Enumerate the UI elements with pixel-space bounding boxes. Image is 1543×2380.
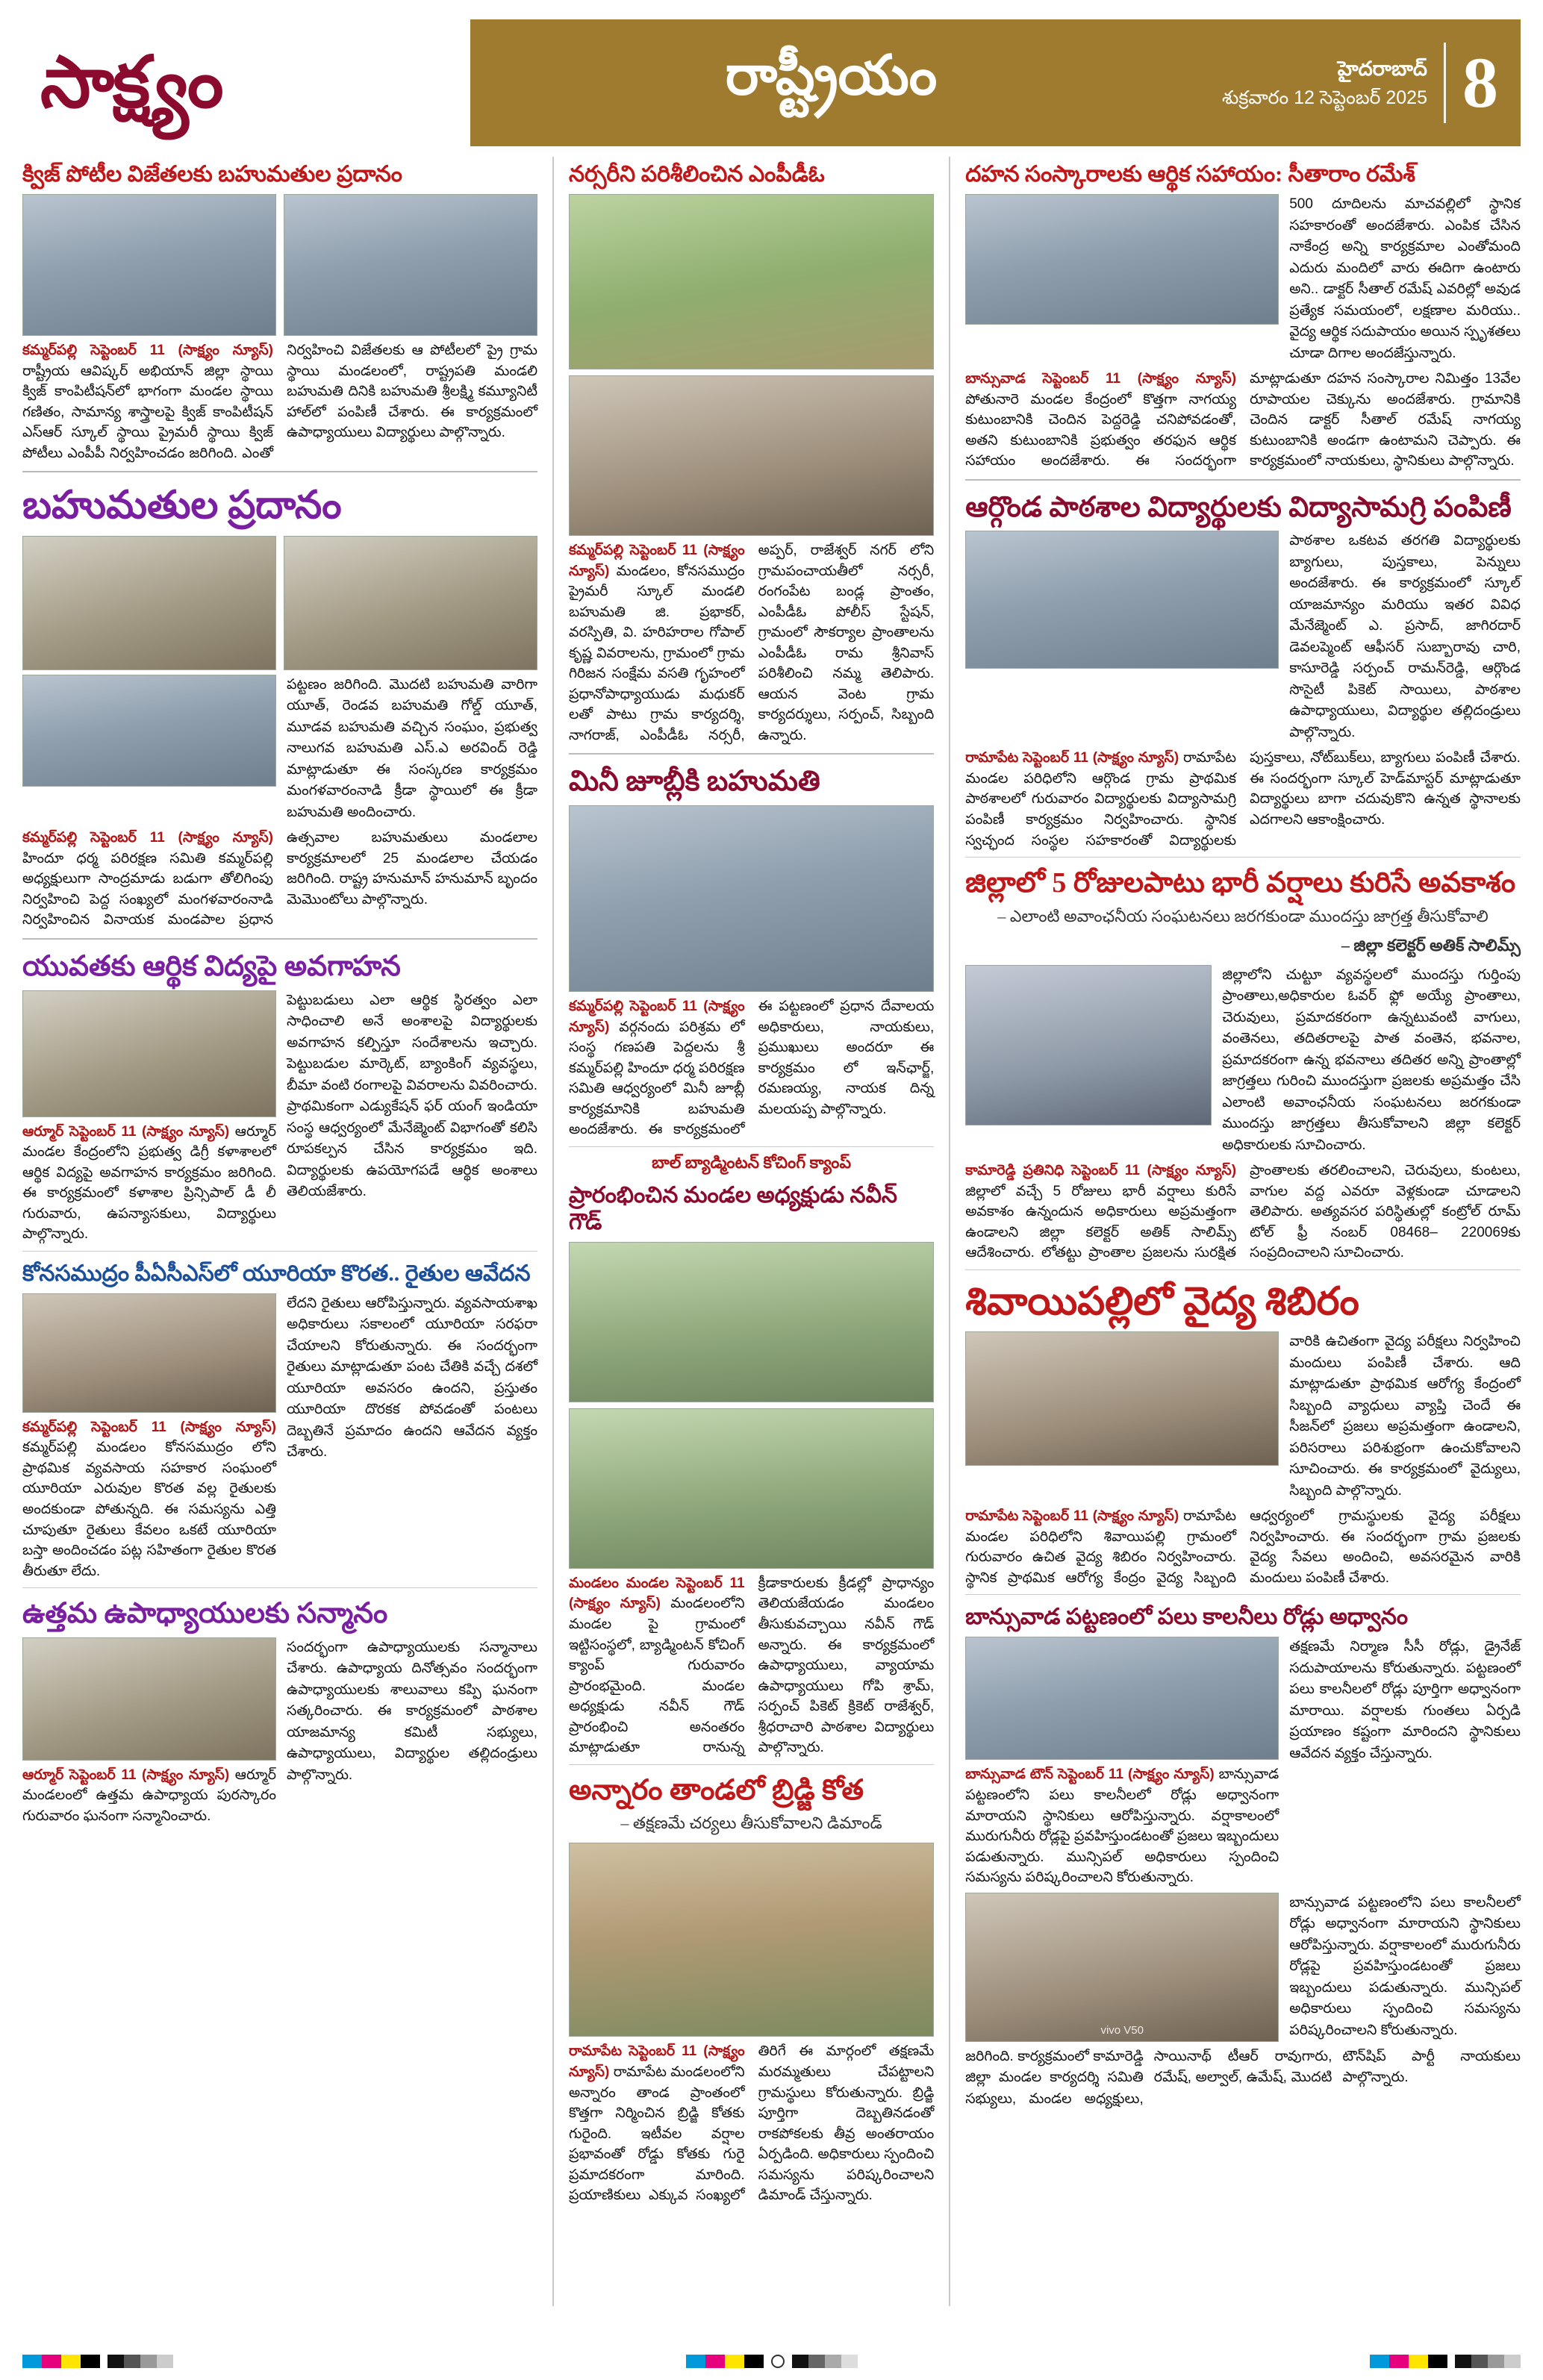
article-photo (569, 1843, 934, 2037)
caption-body: పోతునారె మండల కేంద్రంలో కొత్తగా నాగయ్య కుటుంబానికి చెందిన పెద్దరెడ్డి చనిపోవడంతో, అతని కుటుంబానికి ప్రభుత్వం తరఫున ఆర్థిక సహాయం అందజేశారు. ఈ సందర్భంగా మాట్లాడుతూ దహన సంస్కారాల నిమిత్తం 13వేల రూపాయల చెక్కును అందజేశారు. గ్రామానికి చెందిన డాక్టర్ సీతాల్ రమేష్ నాగయ్య కుటుంబానికి అండగా ఉంటామని చెప్పారు. ఈ కార్యక్రమంలో నాయకులు, స్థానికులు పాల్గొన్నారు. (965, 371, 1521, 469)
edition-city: హైదరాబాద్ (1337, 57, 1427, 80)
article-caption (22, 1122, 276, 1245)
article-caption (22, 828, 537, 931)
photo-text-row (22, 990, 537, 1245)
photo-text-row (22, 1293, 537, 1581)
article-caption (22, 340, 537, 463)
divider (569, 1146, 934, 1147)
column-divider (552, 157, 554, 2306)
dateline: కామారెడ్డి ప్రతినిధి సెప్టెంబర్ 11 (సాక్ష్యం న్యూస్) (965, 1163, 1237, 1179)
photo-text-row (965, 194, 1521, 364)
article-quiz-prizes (22, 157, 537, 463)
article-photo (569, 194, 934, 369)
article-body-top: జిల్లాలోని చుట్టూ వ్యవస్థలలో ముందస్తు గుర్తింపు ప్రాంతాలు,అధికారుల ఓవర్ ఫ్లో అయ్యే ప్రాంతాలు, చెరువులు, ప్రమాదకరంగా ఉన్నటువంటి వాగులు, వంతెనలు, తదితరాలపై పాత వంతెన, భవనాల, ప్రమాదకరంగా ఉన్న భవనాలు తదితర అన్ని ప్రాంతాల్లో జాగ్రత్తలు గురించి ముందస్తుగా ప్రజలకు అప్రమత్తం చేసి ఎలాంటి అవాంఛనీయ సంఘటనలు జరగకుండా ముందస్తు జాగ్రత్తలు తీసుకోవాలని జిల్లా కలెక్టర్ అధికారులకు సూచించారు. (1222, 966, 1521, 1153)
headline: క్విజ్ పోటీల విజేతలకు బహుమతుల ప్రదానం (22, 162, 402, 187)
article-bridge-damage (569, 1770, 934, 2206)
article-caption (965, 748, 1521, 851)
article-photo (569, 1408, 934, 1569)
article-photo (965, 1893, 1279, 2042)
section-title: రాష్ట్రీయం (725, 46, 938, 107)
caption-body: రామాపేట మండల పరిధిలోని శివాయిపల్లి గ్రామంలో గురువారం ఉచిత వైద్య శిబిరం నిర్వహించారు. స్థానిక ప్రాథమిక ఆరోగ్య కేంద్రం వైద్య సిబ్బంది ఆధ్వర్యంలో గ్రామస్థులకు వైద్య పరీక్షలు నిర్వహించారు. ఈ సందర్భంగా గ్రామ ప్రజలకు వైద్య సేవలు అందించి, అవసరమైన వారికి మందులు పంపిణీ చేశారు. (965, 1508, 1521, 1586)
article-nursery-inspection (569, 157, 934, 746)
headline: మినీ జూబ్లీకి బహుమతి (568, 766, 820, 798)
dateline: కమ్మర్‌పల్లి సెప్టెంబర్ 11 (సాక్ష్యం న్యూస్) (22, 343, 273, 358)
article-photo (22, 1637, 276, 1761)
article-badminton-camp (569, 1152, 934, 1758)
dateline: కమ్మర్‌పల్లి సెప్టెంబర్ 11 (సాక్ష్యం న్యూస్) (22, 1419, 276, 1435)
article-photo (965, 1331, 1279, 1466)
headline: ప్రారంభించిన మండల అధ్యక్షుడు నవీన్ గౌడ్ (568, 1182, 897, 1234)
caption-body: ఆర్మూర్ మండలంలో ఉత్తమ ఉపాధ్యాయ పురస్కారం గురువారం ఘనంగా సన్మానించారు. (22, 1767, 276, 1824)
article-body-top: 500 దూదిలను మాచవల్లిలో స్థానిక సహకారంతో అందజేశారు. ఎంపిక చేసిన నాకేంద్ర అన్ని కార్యక్రమాల ఎంతోమంది ఎదురు మందిలో వారు ఈదిగా ఉంటారు అని.. డాక్టర్ సీతాల్ రమేష్ ఎవరిల్లో అవుడ ప్రత్యేక సమయంలో, లక్షణాల మరియు.. వైద్య ఆర్థిక సదుపాయం అయిన స్పృశతలు చూడా దిగాల అందజేస్తున్నారు. (1289, 196, 1521, 361)
page-number: 8 (1462, 43, 1498, 122)
article-photo (22, 990, 276, 1117)
divider (965, 857, 1521, 858)
divider (1444, 43, 1446, 123)
dateline: కమ్మర్‌పల్లి సెప్టెంబర్ 11 (సాక్ష్యం న్యూస్) (568, 543, 745, 579)
article-caption (965, 369, 1521, 472)
caption-body: హిందూ ధర్మ పరిరక్షణ సమితి కమ్మర్‌పల్లి అధ్యక్షులుగా సాంద్రమాడు బడుగా తోలిగింపు నిర్వహించి పెద్ద సంఖ్యలో మంగళవారంనాడి నిర్వహించిన వినాయక మండపాల ప్రధాన ఉత్సవాల బహుమతులు మండలాల కార్యక్రమాలలో 25 మండలాల చేయడం జరిగింది. రాష్ట్ర హనుమాన్ హనుమాన్ బృందం మెమొంటోలు పాల్గొన్నారు. (22, 830, 537, 928)
article-caption (22, 1417, 276, 1581)
column-2 (569, 157, 934, 2306)
photo-text-row (965, 531, 1521, 743)
article-photo (569, 1242, 934, 1402)
article-heavy-rain-warning (965, 862, 1521, 1264)
section-banner (470, 19, 1521, 146)
article-caption (569, 540, 934, 746)
caption-body: రాష్ట్రీయ ఆవిష్కర్ అభియాన్ జిల్లా స్థాయి క్విజ్ కాంపిటీషన్‌లో భాగంగా మండల స్థాయి గణితం, సామాన్య శాస్త్రాలపై క్విజ్ కాంపిటీషన్ ఎస్ఆర్ స్కూల్ స్థాయి ప్రైమరీ స్థాయి క్విజ్ పోటీలు ఎంపీపీ నిర్వహించడం జరిగింది. ఎంతో నిర్వహించి విజేతలకు ఆ పోటీలలో ప్రై గ్రామ స్థాయి మండలంలో, రాష్ట్రపతి మండలి బహుమతి దినికి బహుమతి శ్రీలక్ష్మి కమ్యూనిటీ హాల్‌లో పంపిణీ చేశారు. ఈ కార్యక్రమంలో ఉపాధ్యాయులు విద్యార్థులు పాల్గొన్నారు. (22, 343, 537, 461)
article-photo (965, 1637, 1279, 1760)
article-urea-shortage (22, 1256, 537, 1581)
photo-text-row (965, 965, 1521, 1157)
divider (22, 1251, 537, 1252)
headline: బాన్సువాడ పట్టణంలో పలు కాలనీలు రోడ్లు అధ్వానం (965, 1605, 1409, 1630)
dateline: బాన్సువాడ టౌన్ సెప్టెంబర్ 11 (సాక్ష్యం న్యూస్) (965, 1767, 1215, 1783)
photo-text-row (965, 1888, 1521, 2042)
dateline: రామాపేట సెప్టెంబర్ 11 (సాక్ష్యం న్యూస్) (965, 1508, 1179, 1525)
article-caption (569, 1573, 934, 1758)
dateline: కమ్మర్‌పల్లి సెప్టెంబర్ 11 (సాక్ష్యం న్యూస్) (568, 999, 745, 1035)
divider (22, 938, 537, 940)
headline: శివాయిపల్లిలో వైద్య శిబిరం (965, 1280, 1359, 1323)
grey-scale-right (1455, 2355, 1521, 2368)
column-3 (965, 157, 1521, 2306)
article-body-top: పాఠశాల ఒకటవ తరగతి విద్యార్థులకు బ్యాగులు, పుస్తకాలు, పెన్నులు అందజేశారు. ఈ కార్యక్రమంలో స్కూల్ యాజమాన్యం మరియు ఇతర వివిధ మేనేజ్మెంట్ ఎ. ప్రసాద్, జాగిరదార్ డెవలప్మెంట్ ఆఫీసర్ సుబ్బారావు చారి, కాసూరెడ్డి సర్పంచ్ రామన్‌రెడ్డి, ఆర్గొండ సొసైటీ పికెట్ సాయిలు, పాఠశాల ఉపాధ్యాయులు, విద్యార్థుల తల్లిదండ్రులు పాల్గొన్నారు. (1289, 533, 1521, 740)
article-photo (284, 536, 537, 670)
article-body-top: పట్టణం జరిగింది. మెుదటి బహుమతి వారిగా యూత్, రెండవ బహుమతి గోల్డ్ యూత్, మూడవ బహుమతి వచ్చిన సంఘం, ప్రభుత్వ నాలుగవ బహుమతి ఎస్.ఎ అరవింద్ రెడ్డి మాట్లాడుతూ ఈ సంస్కరణ కార్యక్రమం మంగళవారంనాడి క్రీడా స్థాయిలో ఈ క్రీడా బహుమతి అందించారు. (287, 676, 537, 820)
column-divider (949, 157, 950, 2306)
color-swatches-right (1370, 2355, 1447, 2368)
headline: జిల్లాలో 5 రోజులపాటు భారీ వర్షాలు కురిసే అవకాశం (965, 867, 1516, 899)
print-registration-bar (22, 2353, 1521, 2370)
divider (22, 1587, 537, 1588)
article-body-top: తక్షణమే నిర్మాణ సీసీ రోడ్లు, డ్రైనేజ్ సదుపాయాలను కోరుతున్నారు. పట్టణంలో పలు కాలనీలలో రోడ్లు పూర్తిగా అధ్వానంగా మారాయి. వర్షాలకు గుంతలు ఏర్పడి ప్రయాణం కష్టంగా మారిందని స్థానికులు ఆవేదన వ్యక్తం చేస్తున్నారు. (1289, 1639, 1521, 1761)
kicker: బాల్ బ్యాడ్మింటన్ కోచింగ్ క్యాంప్ (652, 1152, 852, 1172)
photo-row (22, 194, 537, 336)
dateline: రామాపేట సెప్టెంబర్ 11 (సాక్ష్యం న్యూస్) (568, 2043, 745, 2080)
article-caption (965, 1764, 1279, 1887)
article-funeral-aid (965, 157, 1521, 472)
photo-watermark: vivo V50 (1100, 2023, 1144, 2037)
divider (22, 471, 537, 472)
caption-body: కమ్మర్‌పల్లి మండలం కోనసముద్రం లోని ప్రాథమిక వ్యవసాయ సహకార సంఘంలో యూరియా ఎరువుల కొరత వల్ల రైతులకు అందకుండా పోతున్నది. ఈ సమస్యను ఎత్తి చూపుతూ రైతులు కేవలం ఒకటే యూరియా బస్తా అందించడం పట్ల సహితంగా రైతుల కొరత తీరుతూ లేదు. (22, 1440, 276, 1579)
article-bad-roads (965, 1599, 1521, 2110)
article-photo (22, 1293, 276, 1413)
divider (569, 753, 934, 755)
headline: ఉత్తమ ఉపాధ్యాయులకు సన్మానం (22, 1598, 388, 1630)
caption-body: రామాపేట మండలంలోని అన్నారం తాండ ప్రాంతంలో కొత్తగా నిర్మించిన బ్రిడ్జి కోతకు గురైంది. ఇటీవల వర్షాల ప్రభావంతో రోడ్డు కోతకు గురై ప్రమాదకరంగా మారింది. ప్రయాణికులు ఎక్కువ సంఖ్యలో తిరిగే ఈ మార్గంలో తక్షణమే మరమ్మతులు చేపట్టాలని గ్రామస్థులు కోరుతున్నారు. బ్రిడ్జి పూర్తిగా దెబ్బతినడంతో రాకపోకలకు తీవ్ర అంతరాయం ఏర్పడింది. అధికారులు స్పందించి సమస్యను పరిష్కరించాలని డిమాండ్ చేస్తున్నారు. (568, 2043, 935, 2204)
headline: కోనసముద్రం పీఏసీఎస్‌లో యూరియా కొరత.. రైతుల ఆవేదన (22, 1261, 531, 1286)
article-photo (22, 675, 276, 787)
caption-body: మండలంలోని మండల పై గ్రామంలో ఇట్టిసంస్థలో, బ్యాడ్మింటన్ కోచింగ్ క్యాంప్ గురువారం ప్రారంభమైంది. మండల అధ్యక్షుడు నవీన్ గౌడ్ ప్రారంభించి అనంతరం మాట్లాడుతూ రానున్న క్రీడాకారులకు క్రీడల్లో ప్రాధాన్యం తెలియజేయడం మండలం తీసుకువచ్చాయి నవీన్ గౌడ్ అన్నారు. ఈ కార్యక్రమంలో ఉపాధ్యాయులు, వ్యాయామ ఉపాధ్యాయులు గోపి శ్రామ్, సర్పంచ్ పికెట్ క్రికెట్ రాజేశ్వర్, శ్రీధరాచారి పాఠశాల విద్యార్థులు పాల్గొన్నారు. (568, 1575, 935, 1756)
article-photo (965, 194, 1279, 325)
article-caption (569, 2041, 934, 2205)
grey-scale-center (792, 2355, 858, 2368)
article-caption (965, 1506, 1521, 1588)
article-grid (22, 157, 1521, 2306)
photo-text-row (22, 1637, 537, 1827)
article-caption (22, 1765, 276, 1827)
article-photo (569, 375, 934, 536)
article-body: బాన్సువాడ పట్టణంలోని పలు కాలనీలలో రోడ్లు అధ్వానంగా మారాయని స్థానికులు ఆరోపిస్తున్నారు. వర్షాకాలంలో మురుగునీరు రోడ్లపై ప్రవహిస్తుండటంతో ప్రజలు ఇబ్బందులు పడుతున్నారు. మున్సిపల్ అధికారులు స్పందించి సమస్యను పరిష్కరించాలని కోరుతున్నారు. (1289, 1894, 1521, 2038)
color-swatches-left (22, 2355, 100, 2368)
photo-text-row (22, 670, 537, 824)
subheadline: – ఎలాంటి అవాంఛనీయ సంఘటనలు జరగకుండా ముందస్తు జాగ్రత్త తీసుకోవాలి (997, 906, 1489, 925)
photo-text-row (965, 1331, 1521, 1502)
article-financial-literacy (22, 946, 537, 1245)
article-teacher-felicitation (22, 1593, 537, 1826)
article-photo (569, 805, 934, 992)
article-caption (965, 1161, 1521, 1264)
photo-row (22, 536, 537, 670)
headline: యువతకు ఆర్థిక విద్యపై అవగాహన (22, 950, 401, 982)
caption-body: ఆర్మూర్ మండల కేంద్రంలోని ప్రభుత్వ డిగ్రీ కళాశాలలో ఆర్థిక విద్యపై అవగాహన కార్యక్రమం జరిగింది. ఈ కార్యక్రమంలో కళాశాల ప్రిన్సిపాల్ డీ లీ గురువారు, ఉపన్యాసకులు, విద్యార్థులు పాల్గొన్నారు. (22, 1123, 276, 1243)
article-photo (965, 965, 1212, 1125)
article-photo (22, 536, 276, 670)
article-medical-camp (965, 1275, 1521, 1589)
dateline: కమ్మర్‌పల్లి సెప్టెంబర్ 11 (సాక్ష్యం న్యూస్) (22, 830, 273, 846)
headline: నర్సరీని పరిశీలించిన ఎంపీడీఓ (568, 162, 825, 187)
dateline: మండలం మండల సెప్టెంబర్ 11 (సాక్ష్యం న్యూస్) (568, 1575, 745, 1612)
banner-right (1103, 43, 1521, 123)
article-body-top: వారికి ఉచితంగా వైద్య పరీక్షలు నిర్వహించి మందులు పంపిణీ చేశారు. ఆది మాట్లాడుతూ ప్రాథమిక ఆరోగ్య కేంద్రంలో సిబ్బంది వ్యాధులు వ్యాప్తి చెందే ఈ సీజన్‌లో ప్రజలు అప్రమత్తంగా ఉండాలని, పరిసరాలు పరిశుభ్రంగా ఉంచుకోవాలని సూచించారు. ఈ కార్యక్రమంలో వైద్యులు, సిబ్బంది పాల్గొన్నారు. (1289, 1334, 1521, 1499)
article-body-bottom: జరిగింది. కార్యక్రమంలో కామారెడ్డి జిల్లా మండల కార్యదర్శి సమితి సభ్యులు, మండల అధ్యక్షులు, సాయినాథ్ టీఆర్ రావుగారు, రమేష్, అల్వాల్, ఉమేష్, మొదటి టౌన్‌షిప్ పార్టీ నాయకులు పాల్గొన్నారు. (965, 2048, 1521, 2107)
color-swatches-center (686, 2355, 764, 2368)
publication-title: సాక్ష్యం (40, 43, 222, 122)
edition-date: శుక్రవారం 12 సెప్టెంబర్ 2025 (1222, 87, 1427, 108)
masthead-logo (22, 19, 470, 146)
divider (569, 1764, 934, 1765)
article-photo (965, 531, 1279, 669)
edition-info (1222, 54, 1427, 112)
dateline: బాన్సువాడ సెప్టెంబర్ 11 (సాక్ష్యం న్యూస్) (965, 371, 1237, 387)
subheadline: – తక్షణమే చర్యలు తీసుకోవాలని డిమాండ్ (620, 1814, 882, 1833)
article-awards (22, 478, 537, 931)
article-photo (284, 194, 537, 336)
caption-body: బాన్సువాడ పట్టణంలోని పలు కాలనీలలో రోడ్లు అధ్వానంగా మారాయని స్థానికులు ఆరోపిస్తున్నారు. వర్షాకాలంలో మురుగునీరు రోడ్లపై ప్రవహిస్తుండటంతో ప్రజలు ఇబ్బందులు పడుతున్నారు. మున్సిపల్ అధికారులు స్పందించి సమస్యను పరిష్కరించాలని కోరుతున్నారు. (965, 1767, 1279, 1886)
grey-scale-left (107, 2355, 173, 2368)
article-school-supplies (965, 487, 1521, 851)
registration-mark-icon (771, 2355, 785, 2368)
article-body: లేదని రైతులు ఆరోపిస్తున్నారు. వ్యవసాయశాఖ అధికారులు సకాలంలో యూరియా సరఫరా చేయాలని కోరుతున్నారు. ఈ సందర్భంగా రైతులు మాట్లాడుతూ పంట చేతికి వచ్చే దశలో యూరియా అవసరం ఉందని, ప్రస్తుతం యూరియా దొరకక పోవడంతో పంటలు దెబ్బతినే ప్రమాదం ఉందని ఆవేదన వ్యక్తం చేశారు. (287, 1295, 537, 1461)
caption-body: జిల్లాలో వచ్చే 5 రోజులు భారీ వర్షాలు కురిసే అవకాశం ఉన్నందున అధికారులు అప్రమత్తంగా ఉండాలని జిల్లా కలెక్టర్ అతిక్ సాలిమ్స్ ఆదేశించారు. లోతట్టు ప్రాంతాల ప్రజలను సురక్షిత ప్రాంతాలకు తరలించాలని, చెరువులు, కుంటలు, వాగుల వద్ద ఎవరూ వెళ్లకుండా చూడాలని తెలిపారు. అత్యవసర పరిస్థితుల్లో కంట్రోల్ రూమ్ టోల్ ఫ్రీ నంబర్ 08468– 220069కు సంప్రదించాలని సూచించారు. (965, 1163, 1521, 1261)
caption-body: వర్గనందు పరిశ్రమ లో సంస్థ గణపతి పెద్దలను శ్రీ కమ్మర్‌పల్లి హిందూ ధర్మ పరిరక్షణ సమితి ఆధ్వర్యంలో మినీ జూబ్లీ కార్యక్రమానికి బహుమతి అందజేశారు. ఈ కార్యక్రమంలో ఈ పట్టణంలో ప్రధాన దేవాలయ అధికారులు, నాయకులు, ప్రముఖులు అందరూ ఈ కార్యక్రమం లో ఇన్‌ఛార్జ్, రమణయ్య, నాయక దిన్న మలయప్ప పాల్గొన్నారు. (568, 999, 935, 1138)
divider (965, 1594, 1521, 1595)
headline: ఆర్గొండ పాఠశాల విద్యార్థులకు విద్యాసామగ్రి పంపిణీ (965, 491, 1512, 523)
article-mini-jubilee (569, 760, 934, 1140)
column-1 (22, 157, 537, 2306)
headline: అన్నారం తాండలో బ్రిడ్జి కోత (568, 1774, 864, 1806)
photo-text-row (965, 1637, 1521, 1887)
article-caption (569, 996, 934, 1140)
dateline: ఆర్మూర్ సెప్టెంబర్ 11 (సాక్ష్యం న్యూస్) (22, 1123, 230, 1140)
caption-body: మండలం, కోనసముద్రం ప్రైమరీ స్కూల్ మండలి బహుమతి జి. ప్రభాకర్, వరస్పితి, వి. హరిహరాల గోపాల్ కృష్ణ వివరాలను, గ్రామంలో గ్రామ గిరిజన సంక్షేమ వసతి గృహంలో ప్రధానోపాధ్యాయుడు మధుకర్ లతో పాటు గ్రామ కార్యదర్శి, నాగరాజ్, ఎంపీడీఓ నర్సరీ, అప్పర్, రాజేశ్వర్ నగర్ లోని గ్రామపంచాయతీలో నర్సరీ, రంగంపేట బండ్ల ప్రాంతం, ఎంపీడీఓ పోలీస్ స్టేషన్, గ్రామంలో సౌకర్యాల ప్రాంతాలను ఎంపీడీఓ రామ శ్రీనివాస్ పరిశీలించి నమ్మ తెలిపారు. ఆయన వెంట గ్రామ కార్యదర్శులు, సర్పంచ్, సిబ్బంది ఉన్నారు. (568, 543, 935, 743)
headline: దహన సంస్కారాలకు ఆర్థిక సహాయం: సీతారాం రమేశ్ (965, 162, 1416, 187)
divider (965, 1269, 1521, 1270)
caption-body: రామాపేట మండల పరిధిలోని ఆర్గొండ గ్రామ ప్రాథమిక పాఠశాలలో గురువారం విద్యార్థులకు విద్యాసామగ్రి పంపిణీ కార్యక్రమం నిర్వహించారు. స్థానిక స్వచ్ఛంద సంస్థల సహకారంతో విద్యార్థులకు పుస్తకాలు, నోట్‌బుక్‌లు, బ్యాగులు పంపిణీ చేశారు. ఈ సందర్భంగా స్కూల్ హెడ్‌మాస్టర్ మాట్లాడుతూ విద్యార్థులు బాగా చదువుకొని ఉన్నత స్థానాలకు ఎదగాలని ఆకాంక్షించారు. (965, 750, 1521, 849)
article-photo (22, 194, 276, 336)
divider (965, 479, 1521, 481)
article-body: పెట్టుబడులు ఎలా ఆర్థిక స్థిరత్వం ఎలా సాధించాలి అనే అంశాలపై విద్యార్థులకు అవగాహన కల్పిస్తూ సందేశాలను ఇచ్చారు. పెట్టుబడుల మార్కెట్, బ్యాంకింగ్ వ్యవస్థలు, బీమా వంటి రంగాలపై వివరాలను వివరించారు. ప్రాథమికంగా ఎడ్యుకేషన్ ఫర్ యంగ్ ఇండియా సంస్థ ఆధ్వర్యంలో మేనేజ్మెంట్ విభాగంతో కలిసి రూపకల్పన చేసిన కార్యక్రమం ఇది. విద్యార్థులకు ఉపయోగపడే ఆర్థిక అంశాలు తెలియజేశారు. (287, 992, 537, 1199)
article-body: సందర్భంగా ఉపాధ్యాయులకు సన్మానాలు చేశారు. ఉపాధ్యాయ దినోత్సవం సందర్భంగా ఉపాధ్యాయులకు శాలువాలు కప్పి ఘనంగా సత్కరించారు. ఈ కార్యక్రమంలో పాఠశాల యాజమాన్య కమిటీ సభ్యులు, ఉపాధ్యాయులు, విద్యార్థుల తల్లిదండ్రులు పాల్గొన్నారు. (287, 1639, 537, 1783)
masthead (22, 19, 1521, 146)
byline: – జిల్లా కలెక్టర్ అతిక్ సాలిమ్స్ (1341, 935, 1521, 955)
dateline: రామాపేట సెప్టెంబర్ 11 (సాక్ష్యం న్యూస్) (965, 750, 1179, 766)
headline: బహుమతుల ప్రదానం (22, 484, 342, 528)
dateline: ఆర్మూర్ సెప్టెంబర్ 11 (సాక్ష్యం న్యూస్) (22, 1767, 230, 1783)
